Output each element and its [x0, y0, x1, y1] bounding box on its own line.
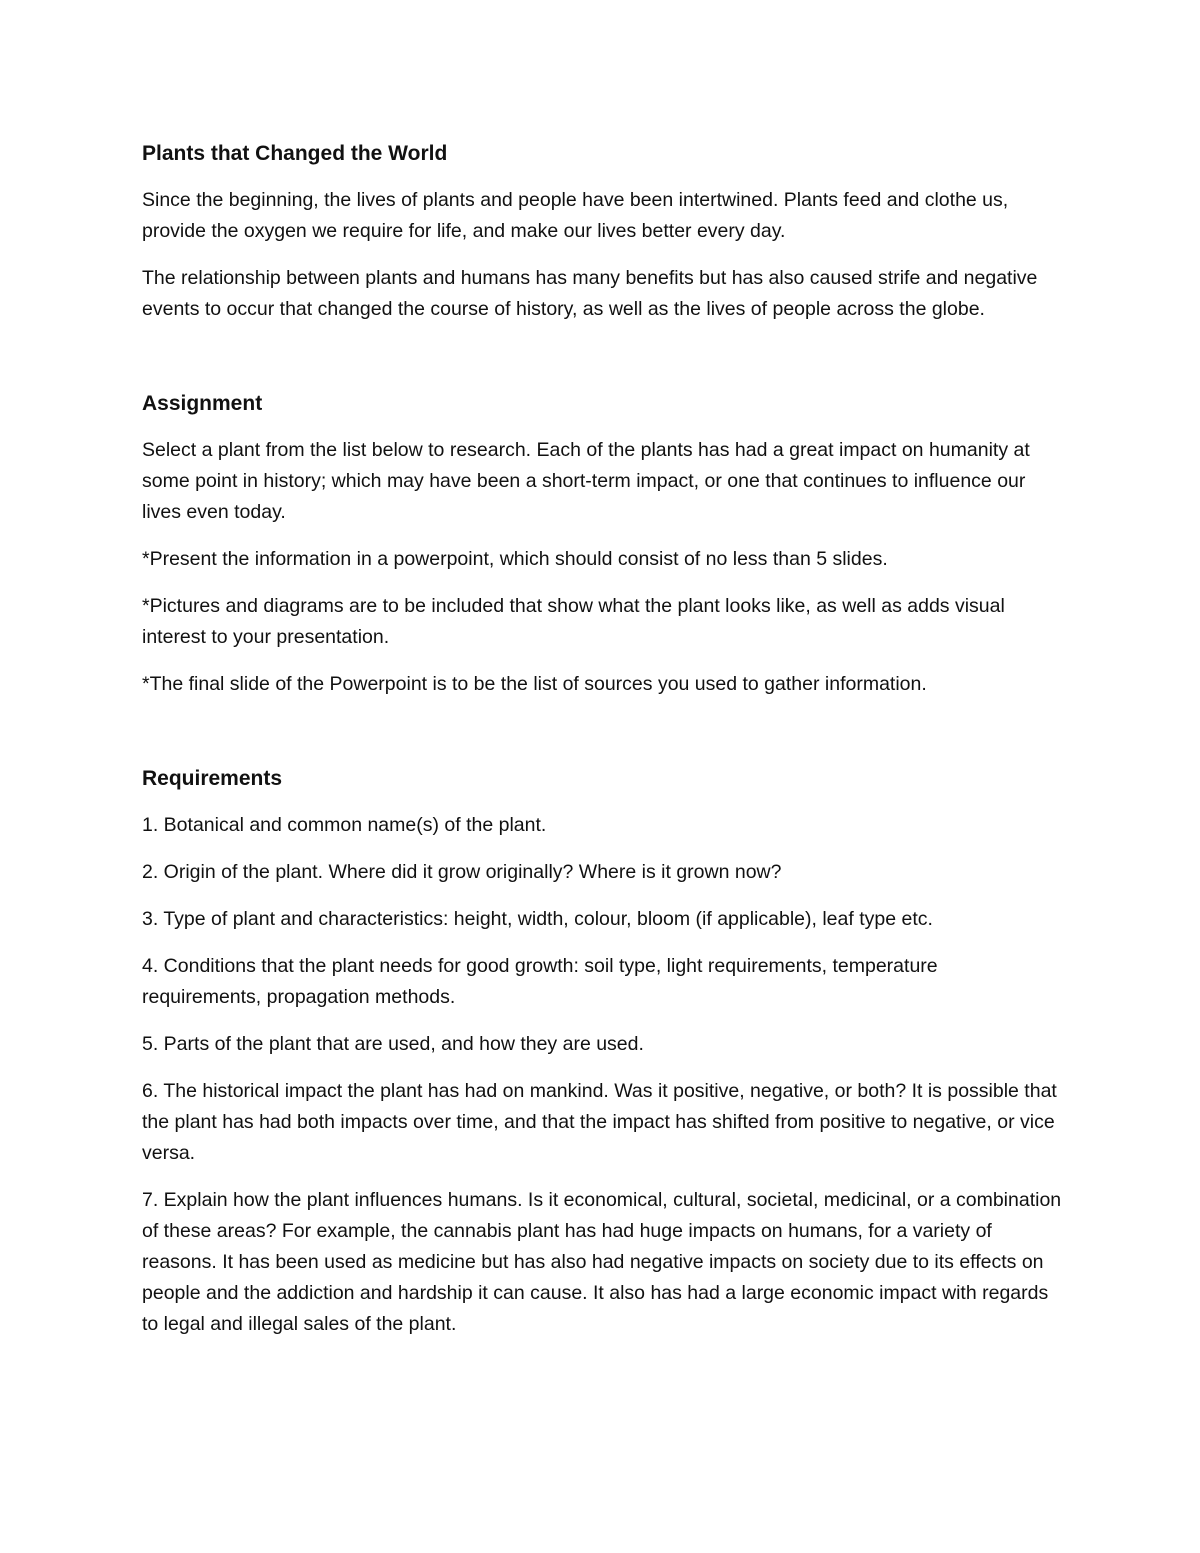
requirement-item-5: 5. Parts of the plant that are used, and how they are used.	[142, 1033, 644, 1055]
intro-paragraph-2: The relationship between plants and humans has many benefits but has also caused strife and negative events to occur that changed the course of history, as well as the lives of people across the globe.	[142, 267, 1038, 320]
requirement-item-6: 6. The historical impact the plant has had on mankind. Was it positive, negative, or both? It is possible that the plant has had both impacts over time, and that the impact has shifted from positive to negative, or vice versa.	[142, 1080, 1057, 1164]
requirement-item-3: 3. Type of plant and characteristics: height, width, colour, bloom (if applicable), leaf type etc.	[142, 908, 933, 930]
intro-paragraph-1: Since the beginning, the lives of plants and people have been intertwined. Plants feed and clothe us, provide the oxygen we require for life, and make our lives better every day.	[142, 189, 1009, 242]
requirement-item-4: 4. Conditions that the plant needs for good growth: soil type, light requirements, temperature requirements, propagation methods.	[142, 955, 938, 1008]
requirement-item-1: 1. Botanical and common name(s) of the plant.	[142, 814, 547, 836]
assignment-paragraph-2: *Present the information in a powerpoint, which should consist of no less than 5 slides.	[142, 548, 888, 570]
assignment-paragraph-1: Select a plant from the list below to research. Each of the plants has had a great impact on humanity at some point in history; which may have been a short-term impact, or one that continues to influence our lives even today.	[142, 439, 1030, 523]
requirements-heading: Requirements	[142, 767, 283, 790]
assignment-heading: Assignment	[142, 392, 263, 415]
section-spacer	[142, 341, 1062, 388]
requirement-item-2: 2. Origin of the plant. Where did it grow originally? Where is it grown now?	[142, 861, 782, 883]
requirement-item-7: 7. Explain how the plant influences humans. Is it economical, cultural, societal, medicinal, or a combination of these areas? For example, the cannabis plant has had huge impacts on humans, for a variety of reasons. It has been used as medicine but has also had negative impacts on society due to its effects on people and the addiction and hardship it can cause. It also has had a large economic impact with regards to legal and illegal sales of the plant.	[142, 1189, 1062, 1335]
document-title: Plants that Changed the World	[142, 142, 448, 165]
section-spacer	[142, 716, 1062, 763]
assignment-paragraph-3: *Pictures and diagrams are to be included that show what the plant looks like, as well as adds visual interest to your presentation.	[142, 595, 1005, 648]
assignment-paragraph-4: *The final slide of the Powerpoint is to be the list of sources you used to gather information.	[142, 673, 927, 695]
document-page	[142, 138, 1062, 1356]
